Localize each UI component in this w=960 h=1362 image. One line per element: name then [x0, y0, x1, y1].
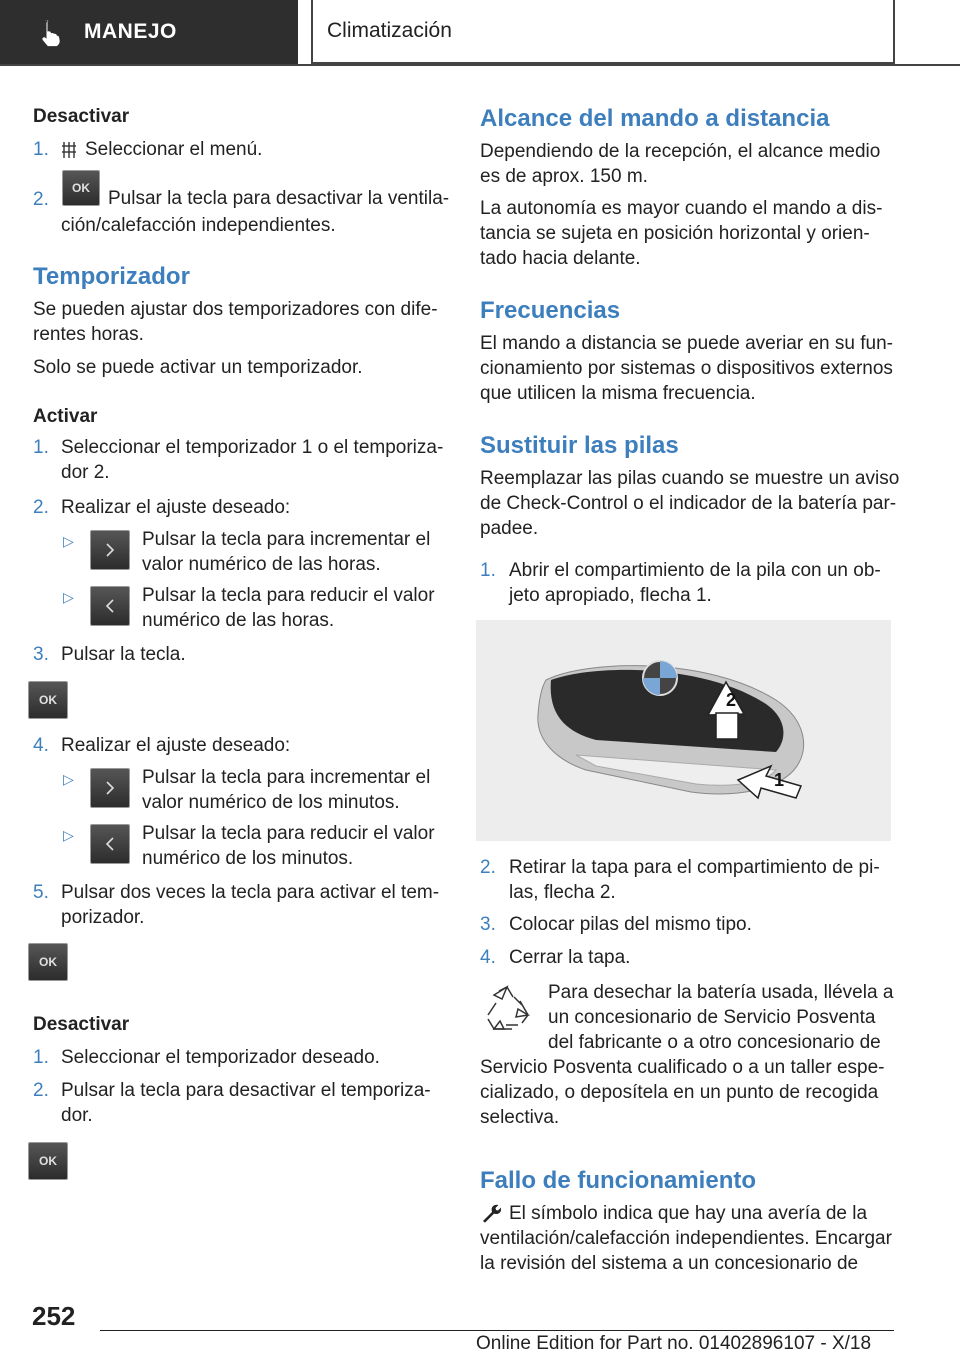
- paragraph: La autonomía es mayor cuando el mando a dis-: [480, 198, 883, 219]
- step-number: 2.: [33, 497, 49, 518]
- step-number: 3.: [33, 644, 49, 665]
- step-text: porizador.: [61, 907, 145, 928]
- key-fob-image: [476, 620, 891, 841]
- paragraph: es de aprox. 150 m.: [480, 166, 648, 187]
- paragraph: El mando a distancia se puede averiar en su fun-: [480, 333, 893, 354]
- bullet-text: Pulsar la tecla para incrementar el: [142, 529, 431, 550]
- header-divider: [0, 64, 960, 66]
- paragraph: cionamiento por sistemas o dispositivos externos: [480, 358, 893, 379]
- paragraph: Solo se puede activar un temporizador.: [33, 357, 363, 378]
- ok-button[interactable]: OK: [28, 943, 68, 981]
- chevron-right-icon: [102, 542, 118, 558]
- paragraph: ventilación/calefacción independientes. Encargar: [480, 1228, 892, 1249]
- recycle-icon: [482, 985, 532, 1033]
- ok-button[interactable]: OK: [28, 1142, 68, 1180]
- section-title: Alcance del mando a distancia: [480, 105, 830, 132]
- step-number: 4.: [480, 947, 496, 968]
- step-text: Pulsar la tecla para desactivar el temporiza-: [61, 1080, 431, 1101]
- section-title: Sustituir las pilas: [480, 432, 679, 459]
- step-text: Realizar el ajuste deseado:: [61, 735, 291, 756]
- recycling-note: del fabricante o a otro concesionario de: [548, 1032, 881, 1053]
- step-text: ción/calefacción independientes.: [61, 215, 336, 236]
- step-text: Pulsar la tecla.: [61, 644, 186, 665]
- bullet-text: numérico de los minutos.: [142, 848, 354, 869]
- activar-heading: Activar: [33, 406, 98, 427]
- step-text: Cerrar la tapa.: [509, 947, 631, 968]
- step-text: dor.: [61, 1105, 93, 1126]
- step-text: Colocar pilas del mismo tipo.: [509, 914, 752, 935]
- paragraph: Dependiendo de la recepción, el alcance medio: [480, 141, 881, 162]
- step-number: 2.: [33, 189, 49, 210]
- paragraph: de Check-Control o el indicador de la batería par-: [480, 493, 897, 514]
- section-title: Fallo de funcionamiento: [480, 1167, 757, 1194]
- chevron-left-icon: [102, 836, 118, 852]
- step-number: 1.: [480, 560, 496, 581]
- chapter-label: Climatización: [327, 19, 452, 42]
- step-text: Pulsar dos veces la tecla para activar el tem-: [61, 882, 440, 903]
- step-text: Retirar la tapa para el compartimiento de pi-: [509, 857, 880, 878]
- page-number: 252: [32, 1301, 76, 1331]
- paragraph: padee.: [480, 518, 539, 539]
- bullet: ▷: [63, 589, 74, 605]
- recycling-note: selectiva.: [480, 1107, 560, 1128]
- step-number: 5.: [33, 882, 49, 903]
- step-text: Realizar el ajuste deseado:: [61, 497, 291, 518]
- paragraph: El símbolo indica que hay una avería de la: [509, 1203, 868, 1224]
- section-tab[interactable]: [0, 0, 298, 64]
- desactivar-heading: Desactivar: [33, 1014, 130, 1035]
- paragraph: la revisión del sistema a un concesionario de: [480, 1253, 859, 1274]
- step-text: dor 2.: [61, 462, 110, 483]
- bullet-text: numérico de las horas.: [142, 610, 335, 631]
- desactivar-heading: Desactivar: [33, 106, 130, 127]
- decrement-button[interactable]: [90, 824, 130, 864]
- step-number: 1.: [33, 437, 49, 458]
- paragraph: Se pueden ajustar dos temporizadores con dife-: [33, 299, 438, 320]
- footer-divider: [100, 1330, 894, 1331]
- recycling-note: Para desechar la batería usada, llévela a: [548, 982, 894, 1003]
- bullet: ▷: [63, 533, 74, 549]
- bullet-text: Pulsar la tecla para reducir el valor: [142, 823, 435, 844]
- step-text: Seleccionar el menú.: [85, 139, 263, 160]
- step-text: Abrir el compartimiento de la pila con un ob-: [509, 560, 881, 581]
- bullet-text: valor numérico de los minutos.: [142, 792, 400, 813]
- step-number: 1.: [33, 1047, 49, 1068]
- chevron-left-icon: [102, 598, 118, 614]
- paragraph: tancia se sujeta en posición horizontal y orien-: [480, 223, 870, 244]
- step-text: Pulsar la tecla para desactivar la ventila-: [108, 188, 450, 209]
- bullet: ▷: [63, 827, 74, 843]
- key-fob-illustration: [476, 620, 891, 841]
- paragraph: que utilicen la misma frecuencia.: [480, 383, 756, 404]
- section-label: MANEJO: [84, 20, 177, 43]
- bullet: ▷: [63, 771, 74, 787]
- edition-note: Online Edition for Part no. 01402896107 - X/18: [476, 1333, 872, 1354]
- recycling-note: un concesionario de Servicio Posventa: [548, 1007, 876, 1028]
- arrow-label: 1: [774, 770, 785, 790]
- chapter-tab[interactable]: [311, 0, 895, 64]
- ok-button[interactable]: OK: [28, 681, 68, 719]
- menu-grid-icon: [62, 140, 76, 160]
- step-number: 3.: [480, 914, 496, 935]
- step-text: Seleccionar el temporizador deseado.: [61, 1047, 380, 1068]
- bullet-text: Pulsar la tecla para incrementar el: [142, 767, 431, 788]
- recycling-note: Servicio Posventa cualificado o a un taller espe-: [480, 1057, 885, 1078]
- wrench-icon: [481, 1203, 501, 1223]
- increment-button[interactable]: [90, 530, 130, 570]
- step-number: 2.: [480, 857, 496, 878]
- step-number: 2.: [33, 1080, 49, 1101]
- paragraph: tado hacia delante.: [480, 248, 641, 269]
- recycling-note: cializado, o deposítela en un punto de recogida: [480, 1082, 879, 1103]
- step-number: 1.: [33, 139, 49, 160]
- chevron-right-icon: [102, 780, 118, 796]
- decrement-button[interactable]: [90, 586, 130, 626]
- step-text: Seleccionar el temporizador 1 o el temporiza-: [61, 437, 444, 458]
- bullet-text: valor numérico de las horas.: [142, 554, 381, 575]
- section-title: Temporizador: [33, 263, 190, 290]
- arrow-label: 2: [726, 690, 737, 710]
- paragraph: rentes horas.: [33, 324, 144, 345]
- increment-button[interactable]: [90, 768, 130, 808]
- ok-button[interactable]: OK: [62, 170, 100, 206]
- section-title: Frecuencias: [480, 297, 621, 324]
- step-number: 4.: [33, 735, 49, 756]
- step-text: las, flecha 2.: [509, 882, 616, 903]
- paragraph: Reemplazar las pilas cuando se muestre un aviso: [480, 468, 900, 489]
- step-text: jeto apropiado, flecha 1.: [509, 585, 712, 606]
- hand-pointer-icon: [34, 16, 66, 48]
- bullet-text: Pulsar la tecla para reducir el valor: [142, 585, 435, 606]
